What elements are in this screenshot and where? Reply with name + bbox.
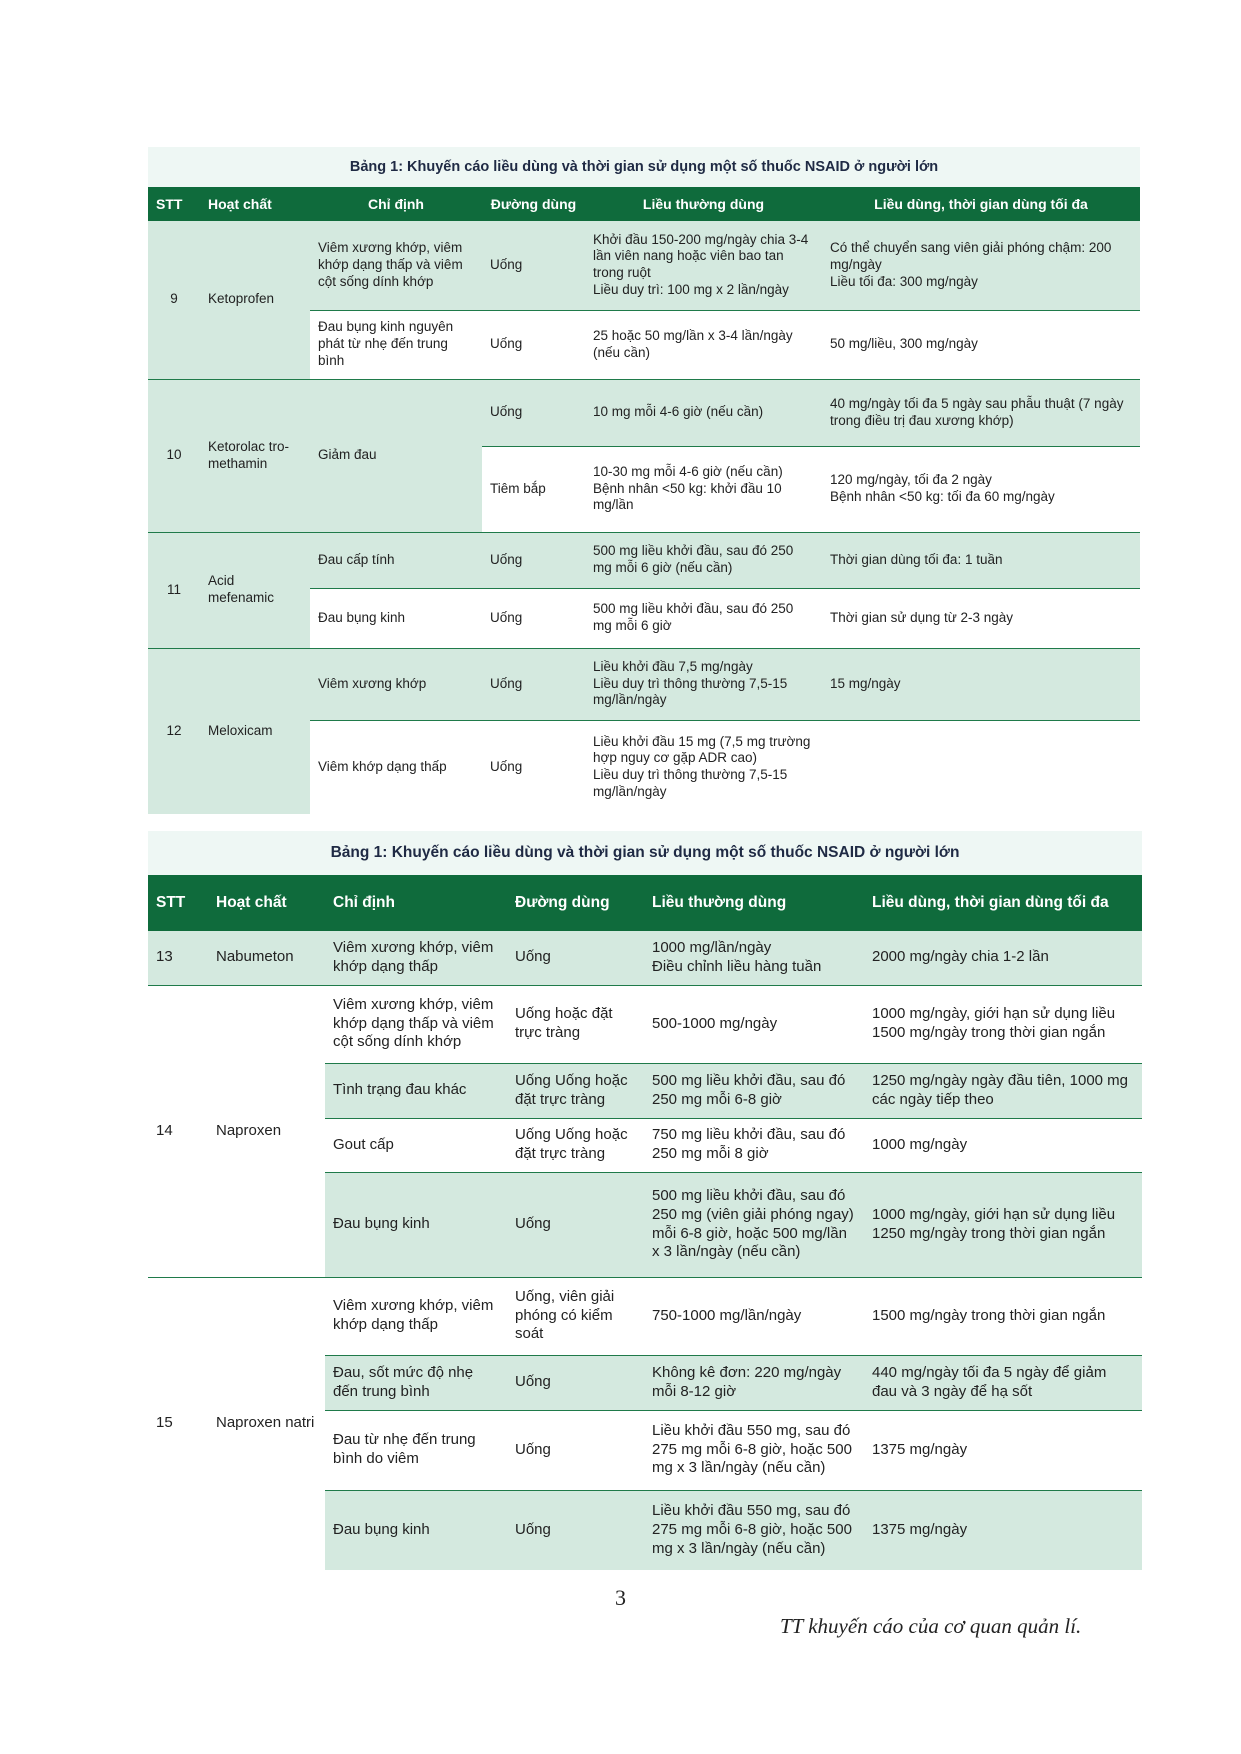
usual-dose-cell: 750-1000 mg/lần/ngày bbox=[644, 1277, 864, 1355]
max-dose-cell: 1375 mg/ngày bbox=[864, 1410, 1142, 1490]
drug-cell: Acid mefenamic bbox=[200, 532, 310, 648]
header-stt: STT bbox=[148, 875, 208, 931]
usual-dose-line: Liều duy trì: 100 mg x 2 lần/ngày bbox=[593, 282, 789, 298]
usual-dose-line: Bệnh nhân <50 kg: khởi đầu 10 mg/lần bbox=[593, 480, 782, 513]
indication-cell: Đau từ nhẹ đến trung bình do viêm bbox=[325, 1410, 507, 1490]
stt-cell: 9 bbox=[148, 221, 200, 379]
usual-dose-cell bbox=[585, 648, 822, 720]
usual-dose-line: Liều duy trì thông thường 7,5-15 mg/lần/ngày bbox=[593, 767, 788, 800]
route-cell: Uống Uống hoặc đặt trực tràng bbox=[507, 1118, 644, 1172]
table-1 bbox=[148, 187, 1140, 814]
max-dose-cell: 440 mg/ngày tối đa 5 ngày để giảm đau và 3 ngày để hạ sốt bbox=[864, 1355, 1142, 1410]
max-dose-cell bbox=[822, 720, 1140, 814]
route-cell: Uống bbox=[507, 931, 644, 985]
table-1-header-row bbox=[148, 187, 1140, 221]
usual-dose-cell bbox=[585, 720, 822, 814]
header-max-dose: Liều dùng, thời gian dùng tối đa bbox=[822, 187, 1140, 221]
route-cell: Uống Uống hoặc đặt trực tràng bbox=[507, 1063, 644, 1118]
max-dose-line: Bệnh nhân <50 kg: tối đa 60 mg/ngày bbox=[830, 489, 1055, 504]
table-2-caption: Bảng 1: Khuyến cáo liều dùng và thời gian sử dụng một số thuốc NSAID ở người lớn bbox=[148, 831, 1142, 875]
max-dose-cell: 40 mg/ngày tối đa 5 ngày sau phẫu thuật (7 ngày trong điều trị đau xương khớp) bbox=[822, 379, 1140, 446]
route-cell: Uống hoặc đặt trực tràng bbox=[507, 985, 644, 1063]
usual-dose-line: Liều khởi đầu 7,5 mg/ngày bbox=[593, 658, 753, 674]
usual-dose-line: Khởi đầu 150-200 mg/ngày chia 3-4 lần viên nang hoặc viên bao tan trong ruột bbox=[593, 231, 809, 281]
route-cell: Uống bbox=[482, 588, 585, 648]
max-dose-cell: 1000 mg/ngày, giới hạn sử dụng liều 1250 mg/ngày trong thời gian ngắn bbox=[864, 1172, 1142, 1277]
table-2 bbox=[148, 875, 1142, 1570]
max-dose-cell: 1375 mg/ngày bbox=[864, 1490, 1142, 1570]
usual-dose-cell bbox=[585, 221, 822, 310]
max-dose-cell: 1000 mg/ngày bbox=[864, 1118, 1142, 1172]
max-dose-cell: 50 mg/liều, 300 mg/ngày bbox=[822, 310, 1140, 379]
drug-cell: Naproxen bbox=[208, 985, 325, 1277]
route-cell: Uống, viên giải phóng có kiểm soát bbox=[507, 1277, 644, 1355]
indication-cell: Đau bụng kinh nguyên phát từ nhẹ đến trung bình bbox=[310, 310, 482, 379]
max-dose-line: Có thể chuyển sang viên giải phóng chậm: 200 mg/ngày bbox=[830, 239, 1112, 272]
header-stt: STT bbox=[148, 187, 200, 221]
stt-cell: 14 bbox=[148, 985, 208, 1277]
usual-dose-line: 10-30 mg mỗi 4-6 giờ (nếu cần) bbox=[593, 463, 783, 479]
route-cell: Uống bbox=[482, 379, 585, 446]
drug-cell: Meloxicam bbox=[200, 648, 310, 814]
header-route: Đường dùng bbox=[482, 187, 585, 221]
table-row bbox=[148, 985, 1142, 1063]
table-row bbox=[148, 532, 1140, 588]
table-row bbox=[148, 379, 1140, 446]
usual-dose-cell: 500 mg liều khởi đầu, sau đó 250 mg mỗi 6 giờ bbox=[585, 588, 822, 648]
route-cell: Uống bbox=[507, 1490, 644, 1570]
route-cell: Uống bbox=[482, 310, 585, 379]
footnote: TT khuyến cáo của cơ quan quản lí. bbox=[780, 1614, 1082, 1638]
usual-dose-line: Liều khởi đầu 15 mg (7,5 mg trường hợp nguy cơ gặp ADR cao) bbox=[593, 733, 811, 766]
header-indication: Chỉ định bbox=[325, 875, 507, 931]
route-cell: Tiêm bắp bbox=[482, 446, 585, 532]
dosage-table-2 bbox=[148, 831, 1142, 1571]
header-max-dose: Liều dùng, thời gian dùng tối đa bbox=[864, 875, 1142, 931]
header-drug: Hoạt chất bbox=[208, 875, 325, 931]
stt-cell: 11 bbox=[148, 532, 200, 648]
usual-dose-cell: 25 hoặc 50 mg/lần x 3-4 lần/ngày (nếu cần) bbox=[585, 310, 822, 379]
drug-cell: Nabumeton bbox=[208, 931, 325, 985]
usual-dose-cell: Không kê đơn: 220 mg/ngày mỗi 8-12 giờ bbox=[644, 1355, 864, 1410]
header-route: Đường dùng bbox=[507, 875, 644, 931]
route-cell: Uống bbox=[507, 1355, 644, 1410]
indication-cell: Gout cấp bbox=[325, 1118, 507, 1172]
header-usual-dose: Liều thường dùng bbox=[585, 187, 822, 221]
table-row bbox=[148, 648, 1140, 720]
max-dose-line: Liều tối đa: 300 mg/ngày bbox=[830, 273, 978, 289]
indication-cell: Viêm khớp dạng thấp bbox=[310, 720, 482, 814]
usual-dose-cell: 10 mg mỗi 4-6 giờ (nếu cần) bbox=[585, 379, 822, 446]
header-indication: Chỉ định bbox=[310, 187, 482, 221]
indication-cell: Đau, sốt mức độ nhẹ đến trung bình bbox=[325, 1355, 507, 1410]
usual-dose-line: Điều chỉnh liều hàng tuần bbox=[652, 957, 822, 975]
route-cell: Uống bbox=[482, 532, 585, 588]
table-row bbox=[148, 931, 1142, 985]
indication-cell: Đau cấp tính bbox=[310, 532, 482, 588]
max-dose-line: 120 mg/ngày, tối đa 2 ngày bbox=[830, 472, 992, 488]
max-dose-cell: Thời gian dùng tối đa: 1 tuần bbox=[822, 532, 1140, 588]
max-dose-cell: 15 mg/ngày bbox=[822, 648, 1140, 720]
usual-dose-cell bbox=[585, 446, 822, 532]
indication-cell: Đau bụng kinh bbox=[310, 588, 482, 648]
dosage-table-1 bbox=[148, 147, 1140, 817]
usual-dose-line: Liều duy trì thông thường 7,5-15 mg/lần/ngày bbox=[593, 675, 788, 708]
indication-cell: Viêm xương khớp, viêm khớp dạng thấp và viêm cột sống dính khớp bbox=[310, 221, 482, 310]
header-usual-dose: Liều thường dùng bbox=[644, 875, 864, 931]
stt-cell: 10 bbox=[148, 379, 200, 532]
max-dose-cell: 1250 mg/ngày ngày đầu tiên, 1000 mg các ngày tiếp theo bbox=[864, 1063, 1142, 1118]
route-cell: Uống bbox=[482, 648, 585, 720]
route-cell: Uống bbox=[507, 1410, 644, 1490]
indication-cell: Viêm xương khớp, viêm khớp dạng thấp bbox=[325, 1277, 507, 1355]
route-cell: Uống bbox=[507, 1172, 644, 1277]
max-dose-cell: 1000 mg/ngày, giới hạn sử dụng liều 1500 mg/ngày trong thời gian ngắn bbox=[864, 985, 1142, 1063]
route-cell: Uống bbox=[482, 221, 585, 310]
table-1-caption: Bảng 1: Khuyến cáo liều dùng và thời gian sử dụng một số thuốc NSAID ở người lớn bbox=[148, 147, 1140, 187]
drug-cell: Ketorolac tro-methamin bbox=[200, 379, 310, 532]
max-dose-cell: 2000 mg/ngày chia 1-2 lần bbox=[864, 931, 1142, 985]
usual-dose-cell: 500 mg liều khởi đầu, sau đó 250 mg (viên giải phóng ngay) mỗi 6-8 giờ, hoặc 500 mg/lần x 3 lần/ngày (nếu cần) bbox=[644, 1172, 864, 1277]
header-drug: Hoạt chất bbox=[200, 187, 310, 221]
stt-cell: 15 bbox=[148, 1277, 208, 1570]
usual-dose-cell: 500 mg liều khởi đầu, sau đó 250 mg mỗi 6-8 giờ bbox=[644, 1063, 864, 1118]
indication-cell: Viêm xương khớp, viêm khớp dạng thấp và viêm cột sống dính khớp bbox=[325, 985, 507, 1063]
page-number: 3 bbox=[615, 1585, 626, 1610]
usual-dose-line: 1000 mg/lần/ngày bbox=[652, 939, 772, 956]
indication-cell: Viêm xương khớp, viêm khớp dạng thấp bbox=[325, 931, 507, 985]
drug-cell: Naproxen natri bbox=[208, 1277, 325, 1570]
table-row bbox=[148, 221, 1140, 310]
usual-dose-cell: 500-1000 mg/ngày bbox=[644, 985, 864, 1063]
indication-cell: Giảm đau bbox=[310, 379, 482, 532]
table-row bbox=[148, 1277, 1142, 1355]
table-2-header-row bbox=[148, 875, 1142, 931]
route-cell: Uống bbox=[482, 720, 585, 814]
max-dose-cell: Thời gian sử dụng từ 2-3 ngày bbox=[822, 588, 1140, 648]
indication-cell: Đau bụng kinh bbox=[325, 1490, 507, 1570]
stt-cell: 12 bbox=[148, 648, 200, 814]
stt-cell: 13 bbox=[148, 931, 208, 985]
max-dose-cell bbox=[822, 221, 1140, 310]
usual-dose-cell: 750 mg liều khởi đầu, sau đó 250 mg mỗi 8 giờ bbox=[644, 1118, 864, 1172]
max-dose-cell: 1500 mg/ngày trong thời gian ngắn bbox=[864, 1277, 1142, 1355]
indication-cell: Viêm xương khớp bbox=[310, 648, 482, 720]
max-dose-cell bbox=[822, 446, 1140, 532]
usual-dose-cell bbox=[644, 931, 864, 985]
drug-cell: Ketoprofen bbox=[200, 221, 310, 379]
indication-cell: Tình trạng đau khác bbox=[325, 1063, 507, 1118]
usual-dose-cell: Liều khởi đầu 550 mg, sau đó 275 mg mỗi 6-8 giờ, hoặc 500 mg x 3 lần/ngày (nếu cần) bbox=[644, 1490, 864, 1570]
indication-cell: Đau bụng kinh bbox=[325, 1172, 507, 1277]
usual-dose-cell: 500 mg liều khởi đầu, sau đó 250 mg mỗi 6 giờ (nếu cần) bbox=[585, 532, 822, 588]
usual-dose-cell: Liều khởi đầu 550 mg, sau đó 275 mg mỗi 6-8 giờ, hoặc 500 mg x 3 lần/ngày (nếu cần) bbox=[644, 1410, 864, 1490]
